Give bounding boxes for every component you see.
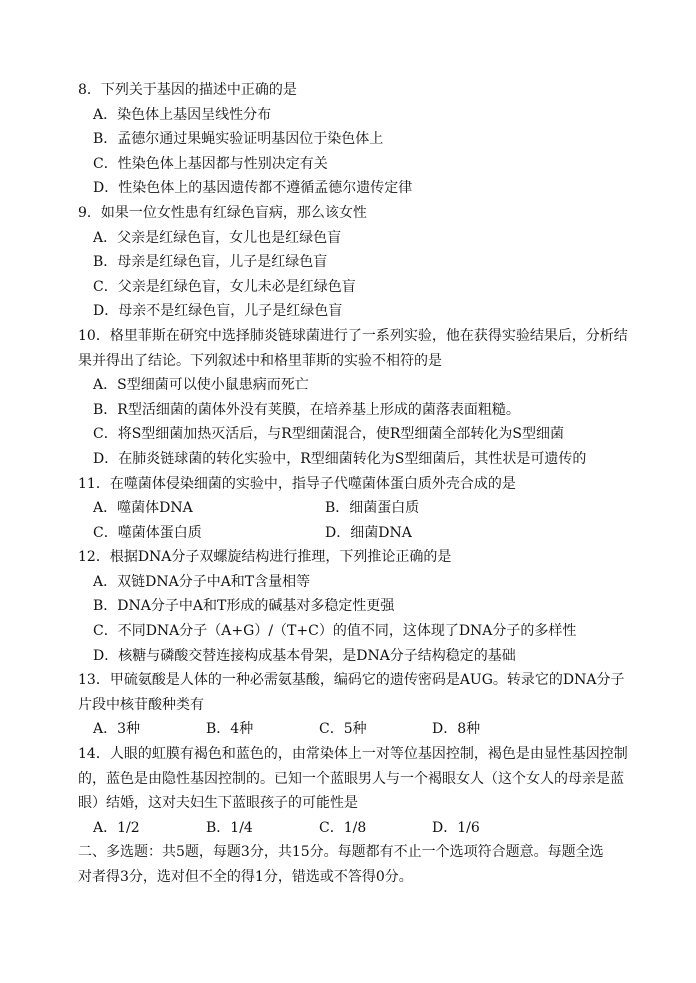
options-row [78, 816, 618, 841]
option-d: D．性染色体上的基因遗传都不遵循孟德尔遗传定律 [93, 180, 413, 197]
options-row-2 [78, 521, 618, 546]
question-list [78, 78, 628, 890]
option-d: D．核糖与磷酸交替连接构成基本骨架，是DNA分子结构稳定的基础 [93, 647, 516, 664]
option-c: C．不同DNA分子（A+G）/（T+C）的值不同，这体现了DNA分子的多样性 [93, 623, 577, 640]
option-a: A．1/2 [93, 819, 140, 836]
option-c: C．噬菌体蛋白质 [93, 524, 202, 541]
question-8 [78, 78, 618, 201]
question-stem: 9．如果一位女性患有红绿色盲病，那么该女性 [78, 204, 367, 221]
options-row-1 [78, 496, 618, 521]
option-c: C．5种 [319, 721, 367, 738]
question-stem-line-3: 眼）结婚，这对夫妇生下蓝眼孩子的可能性是 [78, 795, 358, 812]
question-stem-line-1: 13．甲硫氨酸是人体的一种必需氨基酸，编码它的遗传密码是AUG。转录它的DNA分子 [78, 672, 625, 689]
option-b: B．细菌蛋白质 [325, 500, 420, 517]
section-instructions-line-1: 二、多选题：共5题，每题3分，共15分。每题都有不止一个选项符合题意。每题全选 [78, 844, 604, 861]
question-11 [78, 472, 618, 546]
question-stem-line-1: 10．格里菲斯在研究中选择肺炎链球菌进行了一系列实验，他在获得实验结果后，分析结 [78, 327, 628, 344]
option-c: C．父亲是红绿色盲，女儿未必是红绿色盲 [93, 278, 356, 295]
option-b: B．4种 [206, 721, 254, 738]
option-c: C．将S型细菌加热灭活后，与R型细菌混合，使R型细菌全部转化为S型细菌 [93, 426, 564, 443]
question-14 [78, 742, 628, 840]
options-row [78, 717, 618, 742]
option-a: A．染色体上基因呈线性分布 [93, 106, 272, 123]
option-a: A．双链DNA分子中A和T含量相等 [93, 573, 311, 590]
section-instructions-line-2: 对者得3分，选对但不全的得1分，错选或不答得0分。 [78, 869, 413, 885]
option-d: D．在肺炎链球菌的转化实验中，R型细菌转化为S型细菌后，其性状是可遗传的 [93, 450, 587, 467]
option-d: D．母亲不是红绿色盲，儿子是红绿色盲 [93, 303, 343, 320]
option-b: B．母亲是红绿色盲，儿子是红绿色盲 [93, 254, 328, 271]
question-stem-line-2: 的，蓝色是由隐性基因控制的。已知一个蓝眼男人与一个褐眼女人（这个女人的母亲是蓝 [78, 770, 624, 787]
question-stem: 8．下列关于基因的描述中正确的是 [78, 82, 297, 98]
question-stem-line-2: 果并得出了结论。下列叙述中和格里菲斯的实验不相符的是 [78, 352, 442, 369]
option-a: A．3种 [93, 721, 141, 738]
question-13 [78, 668, 625, 742]
question-stem: 11．在噬菌体侵染细菌的实验中，指导子代噬菌体蛋白质外壳合成的是 [78, 475, 516, 492]
question-stem-line-1: 14．人眼的虹膜有褐色和蓝色的，由常染体上一对等位基因控制，褐色是由显性基因控制 [78, 746, 628, 763]
option-b: B．DNA分子中A和T形成的碱基对多稳定性更强 [93, 598, 395, 615]
option-d: D．1/6 [432, 819, 480, 836]
option-d: D．细菌DNA [325, 524, 412, 541]
option-b: B．R型活细菌的菌体外没有荚膜，在培养基上形成的菌落表面粗糙。 [93, 401, 520, 418]
option-c: C．1/8 [319, 819, 367, 836]
option-d: D．8种 [432, 721, 481, 738]
option-a: A．噬菌体DNA [93, 500, 193, 517]
option-b: B．1/4 [206, 819, 253, 836]
option-a: A．S型细菌可以使小鼠患病而死亡 [93, 377, 309, 394]
option-c: C．性染色体上基因都与性别决定有关 [93, 155, 328, 172]
option-b: B．孟德尔通过果蝇实验证明基因位于染色体上 [93, 131, 384, 148]
question-9 [78, 201, 618, 324]
question-stem: 12．根据DNA分子双螺旋结构进行推理，下列推论正确的是 [78, 549, 452, 566]
option-a: A．父亲是红绿色盲，女儿也是红绿色盲 [93, 229, 342, 246]
question-10 [78, 324, 628, 472]
question-12 [78, 545, 618, 668]
question-stem-line-2: 片段中核苷酸种类有 [78, 696, 204, 713]
section-2-instructions [78, 840, 618, 889]
